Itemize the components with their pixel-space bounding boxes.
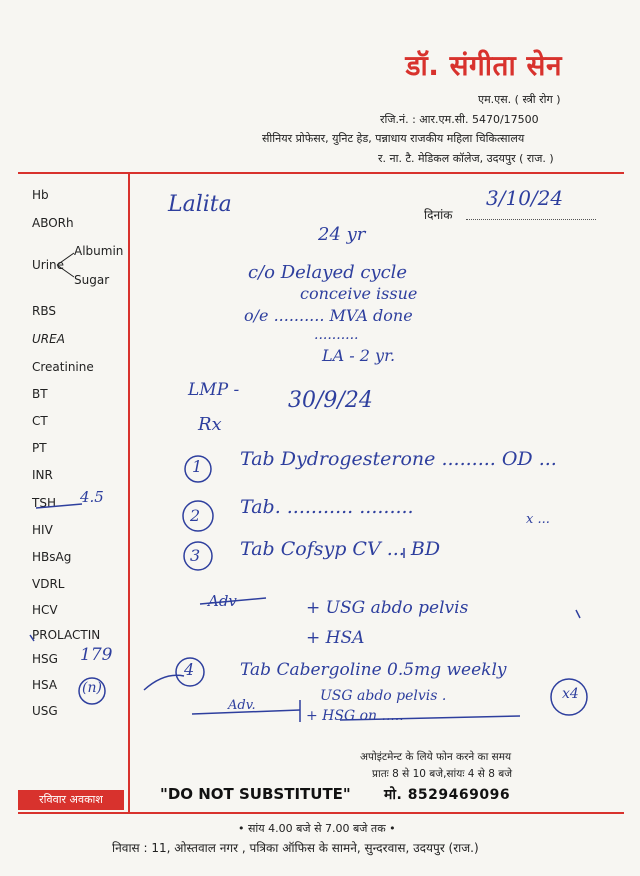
- patient-name: Lalita: [168, 192, 232, 217]
- holiday-badge: रविवार अवकाश: [18, 790, 124, 810]
- test-urine: Urine: [32, 258, 65, 272]
- test-hsa: HSA: [32, 678, 58, 692]
- lmp-label: LMP -: [188, 380, 240, 400]
- appointment-line-1: अपोइंटमेन्ट के लिये फोन करने का समय: [360, 751, 512, 763]
- column-divider: [128, 172, 130, 814]
- medicine-4-qty: x4: [562, 686, 579, 702]
- test-usg: USG: [32, 704, 58, 718]
- advice-b-1: USG abdo pelvis .: [320, 688, 447, 704]
- doctor-qualification: एम.एस. ( स्त्री रोग ): [478, 93, 561, 106]
- test-hb: Hb: [32, 188, 49, 202]
- med-2-number: 2: [190, 506, 201, 525]
- hsg-value: 179: [80, 645, 113, 665]
- complaint-line-1: c/o Delayed cycle: [248, 262, 408, 283]
- advice-b-label: Adv.: [228, 698, 256, 713]
- medicine-3: Tab Cofsyp CV ... BD: [240, 538, 441, 560]
- medicine-2: Tab. ........... .........: [240, 496, 414, 518]
- examination-line: o/e .......... MVA done: [244, 306, 413, 325]
- header-divider: [18, 172, 624, 174]
- advice-2: + HSA: [306, 628, 365, 648]
- phone-number: मो. 8529469096: [384, 787, 511, 803]
- test-prolactin: PROLACTIN: [32, 628, 101, 642]
- living-abortion: LA - 2 yr.: [322, 346, 396, 365]
- date-label: दिनांक: [424, 208, 453, 222]
- footer-divider: [18, 812, 624, 814]
- test-rbs: RBS: [32, 304, 56, 318]
- registration-number: रजि.नं. : आर.एम.सी. 5470/17500: [380, 113, 539, 126]
- test-hiv: HIV: [32, 523, 53, 537]
- tsh-value: 4.5: [80, 488, 104, 506]
- test-creatinine: Creatinine: [32, 360, 94, 374]
- advice-b-2: + HSG on .....: [306, 708, 404, 724]
- evening-timing: • सांय 4.00 बजे से 7.00 बजे तक •: [238, 822, 396, 835]
- examination-line-2: ..........: [314, 327, 359, 343]
- medicine-1: Tab Dydrogesterone ......... OD ...: [240, 448, 557, 470]
- advice-label: Adv: [208, 592, 237, 610]
- test-pt: PT: [32, 441, 47, 455]
- test-bt: BT: [32, 387, 48, 401]
- med-3-number: 3: [190, 546, 201, 565]
- med-4-number: 4: [184, 660, 195, 679]
- test-aborh: ABORh: [32, 216, 74, 230]
- test-hsg: HSG: [32, 652, 58, 666]
- test-albumin: Albumin: [74, 244, 124, 258]
- college-name: र. ना. टै. मेडिकल कॉलेज, उदयपुर ( राज. ): [378, 152, 554, 165]
- test-inr: INR: [32, 468, 53, 482]
- medicine-2-note: x ...: [526, 512, 550, 527]
- appointment-line-2: प्रातः 8 से 10 बजे,सांयः 4 से 8 बजे: [372, 768, 513, 780]
- hsa-value: (n): [82, 680, 102, 696]
- urine-branch-icon: [56, 250, 76, 280]
- residence-address: निवास : 11, ओस्तवाल नगर , पत्रिका ऑफिस के सामने, सुन्दरवास, उदयपुर (राज.): [112, 841, 479, 855]
- doctor-name: डॉ. संगीता सेन: [405, 49, 562, 82]
- test-urea: UREA: [32, 332, 65, 346]
- med-1-number: 1: [192, 457, 203, 476]
- advice-1: + USG abdo pelvis: [306, 598, 469, 618]
- patient-age: 24 yr: [318, 224, 366, 245]
- medicine-4: Tab Cabergoline 0.5mg weekly: [240, 660, 507, 680]
- test-ct: CT: [32, 414, 48, 428]
- visit-date: 3/10/24: [486, 186, 564, 210]
- test-vdrl: VDRL: [32, 577, 65, 591]
- designation: सीनियर प्रोफेसर, युनिट हेड, पन्नाधाय राजकीय महिला चिकित्सालय: [262, 132, 525, 145]
- test-hcv: HCV: [32, 603, 58, 617]
- date-line: [466, 219, 596, 220]
- test-sugar: Sugar: [74, 273, 110, 287]
- complaint-line-2: conceive issue: [300, 284, 418, 303]
- rx-symbol: Rx: [198, 414, 222, 435]
- do-not-substitute: "DO NOT SUBSTITUTE": [160, 785, 351, 803]
- test-hbsag: HBsAg: [32, 550, 72, 564]
- test-tsh: TSH: [32, 496, 56, 510]
- lmp-date: 30/9/24: [288, 388, 373, 413]
